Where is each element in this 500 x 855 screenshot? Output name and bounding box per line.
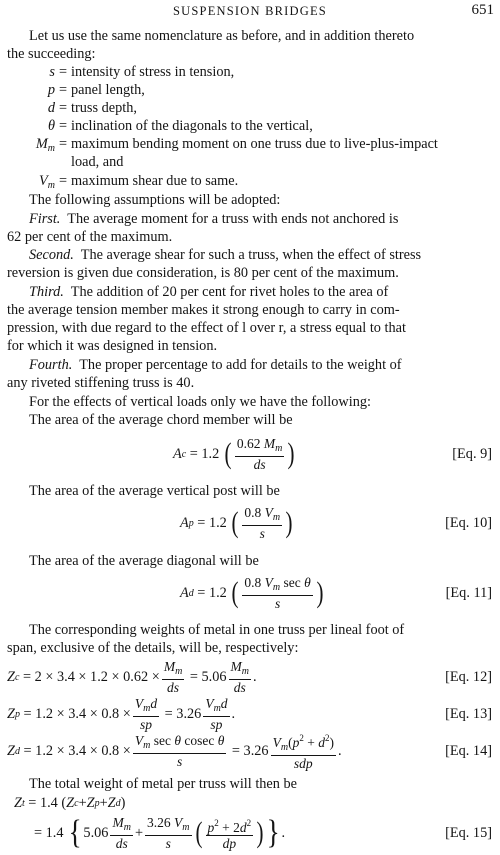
definition-s: s = intensity of stress in tension, <box>49 64 235 80</box>
equation-11: A d = 1.2 ( $\frac{0.8 V_m \sec \theta}{s}$ ) [Eq. 11] <box>180 575 492 611</box>
assumption-third-cont-3: for which it was designed in tension. <box>7 338 218 354</box>
definition-mm: $M_m$ = maximum bending moment on one truss due to live-plus-impact <box>35 136 438 154</box>
intro-line-1: Let us use the same nomenclature as before, and in addition thereto <box>29 28 415 44</box>
definition-p: p = panel length, <box>47 82 145 98</box>
equation-12-tag: [Eq. 12] <box>445 669 492 685</box>
weights-intro-1: The corresponding weights of metal in one truss per lineal foot of <box>29 622 405 638</box>
weights-intro-2: span, exclusive of the details, will be, respectively: <box>7 640 299 656</box>
equation-9: A c = 1.2 ( $\frac{0.62 M_m}{ds}$ ) [Eq. 9] <box>173 436 492 472</box>
equation-9-tag: [Eq. 9] <box>452 446 492 462</box>
equation-13-tag: [Eq. 13] <box>445 706 492 722</box>
definition-mm-cont: load, and <box>71 154 124 170</box>
assumption-first-cont: 62 per cent of the maximum. <box>7 229 173 245</box>
definition-vm: $V_m$ = maximum shear due to same. <box>39 173 239 191</box>
definition-theta: θ = inclination of the diagonals to the vertical, <box>47 118 313 134</box>
assumption-second: Second. The average shear for such a truss, when the effect of stress <box>29 247 422 263</box>
assumption-fourth-cont: any riveted stiffening truss is 40. <box>7 375 195 391</box>
vertical-loads-intro: For the effects of vertical loads only we have the following: <box>29 394 371 410</box>
intro-line-2: the succeeding: <box>7 46 96 62</box>
equation-14: Z d = 1.2 × 3.4 × 0.8 × $\frac{V_m \sec \theta cosec \theta}{s}$ = 3.26 $\frac{V_m(p^2 + d^2)}{\text{sdp}}$ . [Eq. 14] <box>7 733 492 771</box>
equation-10: A p = 1.2 ( $\frac{0.8 V_m}{s}$ ) [Eq. 10] <box>180 505 492 541</box>
equation-15: Z t = 1.4 ( Z c + Z p + Z d ) = 1.4 { 5.06 $\frac{M_m}{ds}$ + $\frac{3.26 V_m}{s}$ ( $\frac{p^2 + 2d^2}{dp}$ ) } . [Eq. 15] <box>14 794 492 851</box>
page-number: 651 <box>471 2 494 18</box>
definition-d: d = truss depth, <box>47 100 137 116</box>
chord-area-intro: The area of the average chord member will be <box>29 412 293 428</box>
assumption-fourth: Fourth. The proper percentage to add for details to the weight of <box>29 357 402 373</box>
assumption-first: First. The average moment for a truss with ends not anchored is <box>29 211 399 227</box>
equation-10-tag: [Eq. 10] <box>445 515 492 531</box>
running-title: SUSPENSION BRIDGES <box>173 4 327 18</box>
equation-12: Z c = 2 × 3.4 × 1.2 × 0.62 × $\frac{M_m}{ds}$ = 5.06 $\frac{M_m}{ds}$ . [Eq. 12] <box>7 659 492 695</box>
assumption-third: Third. The addition of 20 per cent for rivet holes to the area of <box>29 284 389 300</box>
equation-13: Z p = 1.2 × 3.4 × 0.8 × $\frac{V_md}{sp}$ = 3.26 $\frac{V_md}{sp}$ . [Eq. 13] <box>7 696 492 732</box>
assumption-second-cont: reversion is given due consideration, is 80 per cent of the maximum. <box>7 265 399 281</box>
equation-15-tag: [Eq. 15] <box>445 825 492 841</box>
assumptions-intro: The following assumptions will be adopted: <box>29 192 281 208</box>
running-header <box>0 2 500 24</box>
assumption-third-cont-1: the average tension member makes it strong enough to carry in com- <box>7 302 400 318</box>
equation-14-tag: [Eq. 14] <box>445 743 492 759</box>
post-area-intro: The area of the average vertical post will be <box>29 483 280 499</box>
total-weight-intro: The total weight of metal per truss will then be <box>29 776 297 792</box>
equation-11-tag: [Eq. 11] <box>445 585 492 601</box>
assumption-third-cont-2: pression, with due regard to the effect of l over r, a stress equal to that <box>7 320 406 336</box>
diagonal-area-intro: The area of the average diagonal will be <box>29 553 259 569</box>
